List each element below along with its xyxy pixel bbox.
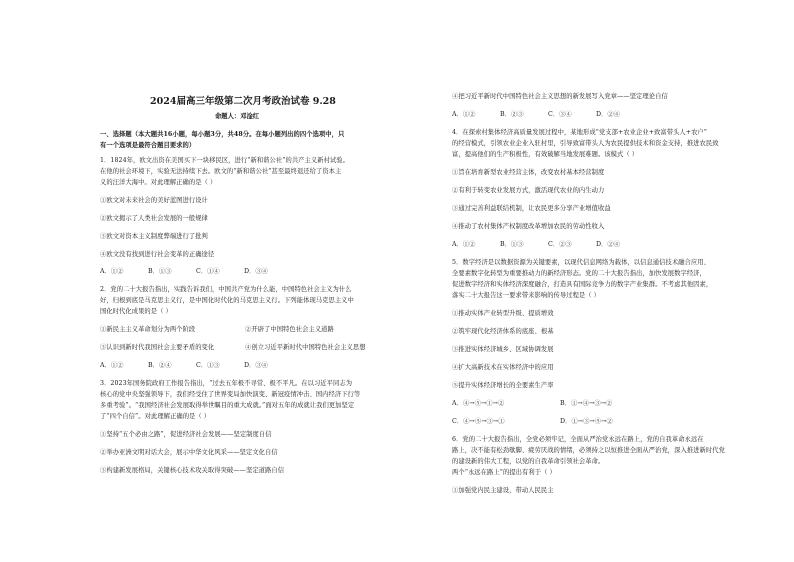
q6-stem-line: 两个“永远在路上”的提出有利于（ ） xyxy=(452,469,556,476)
q5-stem-line: 全要素数字化转型为重要推动力的新经济形态。党的二十大报告指出，加快发展数字经济， xyxy=(452,270,706,277)
q6-stem-line: 6．党的二十大报告指出，全党必须牢记，全面从严治党永远在路上，党的自我革命永远在 xyxy=(452,436,704,443)
q3-stem-line: 了“四个自信”。对此理解正确的是（ ） xyxy=(100,413,211,420)
q4-stem-line: 4．在探索村集体经济高质量发展过程中，某地形成“党支部+农业企业+致富带头人+农户” xyxy=(452,129,708,136)
q1-choice: ①欧文对未来社会的美好蓝图进行设计 xyxy=(100,197,208,204)
option-a[interactable]: A．①② xyxy=(100,268,124,275)
q1-stem-line: 义的汪洋大海中。对此理解正确的是（ ） xyxy=(100,179,217,186)
q2-options xyxy=(100,362,292,370)
q5-option[interactable]: A．④→⑤→①→② xyxy=(452,400,505,407)
q2-stem-line: 2．党的二十大报告指出，实践告诉我们，中国共产党为什么能，中国特色社会主义为什么 xyxy=(100,286,352,293)
q3-choice: ④把习近平新时代中国特色社会主义思想的新发展写入党章——坚定理论自信 xyxy=(452,93,668,100)
section-heading-cont: 有一个选项是最符合题目要求的） xyxy=(100,142,196,149)
q4-choice: ④推动了农村集体产权制度改革增加农民的劳动性收入 xyxy=(452,223,605,230)
q2-stem-line: 国化时代化成果的是（ ） xyxy=(100,308,172,315)
option-c[interactable]: C．②③ xyxy=(548,241,572,248)
option-b[interactable]: B．①③ xyxy=(148,268,172,275)
option-a[interactable]: A．①② xyxy=(100,362,124,369)
q3-choice: ①坚持“五个必由之路”，促进经济社会发展——坚定制度自信 xyxy=(100,431,272,438)
option-d[interactable]: D．②④ xyxy=(596,241,620,248)
option-a[interactable]: A．①② xyxy=(452,111,476,118)
option-d[interactable]: D．③④ xyxy=(244,268,268,275)
option-c[interactable]: C．①④ xyxy=(196,268,220,275)
option-c[interactable]: C．③④ xyxy=(548,111,572,118)
option-d[interactable]: D．③④ xyxy=(244,362,268,369)
q5-option[interactable]: D．①→③→⑤→② xyxy=(560,418,613,425)
q5-stem-line: 落实二十大报告这一要求带来影响的传导过程是（ ） xyxy=(452,292,601,299)
q4-choice: ①旨在培育新型农业经营主体，改变农村基本经营制度 xyxy=(452,169,605,176)
q3-stem-line: 3．2023年国务院政府工作报告指出，“过去五年极不寻常、极不平凡。在以习近平同志为 xyxy=(100,380,353,387)
q5-choice: ②筑牢现代化经济体系的底座、根基 xyxy=(452,328,554,335)
q4-options xyxy=(452,241,644,249)
q2-choice: ②开辟了中国特色社会主义道路 xyxy=(245,326,334,333)
q2-stem-line: 好，归根到底是马克思主义行，是中国化时代化的马克思主义行。下列能体现马克思主义中 xyxy=(100,297,354,304)
q1-choice: ④欧文没有找到进行社会变革的正确途径 xyxy=(100,251,215,258)
q5-choice: ④扩大高新技术在实体经济中的应用 xyxy=(452,364,554,371)
q3-options xyxy=(452,111,644,119)
q4-stem-line: 富，提高他们的生产积极性，有效破解当地发展难题。该模式（ ） xyxy=(452,151,639,158)
option-b[interactable]: B．①③ xyxy=(500,241,524,248)
q5-option[interactable]: B．①→④→③→② xyxy=(560,400,613,407)
q4-choice: ②有利于转变农业发展方式，激活现代农业的内生动力 xyxy=(452,187,605,194)
exam-title: 2024届高三年级第二次月考政治试卷 9.28 xyxy=(150,96,336,107)
option-b[interactable]: B．②③ xyxy=(500,111,524,118)
q2-choice: ④创立习近平新时代中国特色社会主义思想 xyxy=(245,344,366,351)
q1-options xyxy=(100,268,292,276)
option-d[interactable]: D．②④ xyxy=(596,111,620,118)
q1-stem-line: 在他的社会环境下，实验无法持续下去。欧文的“新和谐公社”甚至最终退还给了资本主 xyxy=(100,168,342,175)
q4-choice: ③通过完善利益联结机制，让农民更多分享产业增值收益 xyxy=(452,205,611,212)
q3-stem-line: 核心的党中央坚强领导下，我们经受住了世界变局加快演变、新冠疫情冲击、国内经济下行等 xyxy=(100,391,361,398)
q6-choice: ①加强党内民主建设，带动人民民主 xyxy=(452,487,554,494)
q1-choice: ②欧文揭示了人类社会发展的一般规律 xyxy=(100,215,208,222)
q5-option[interactable]: C．④→⑤→③→① xyxy=(452,418,505,425)
q1-stem-line: 1．1824年，欧文出资在美国买下一块移民区，进行“新和谐公社”的共产主义新村试验。 xyxy=(100,157,349,164)
q3-stem-line: 多重考验”。“我国经济社会发展取得举世瞩目的重大成就。”面对五年的成就让我们更加坚定 xyxy=(100,402,355,409)
exam-author: 命题人：邓淦红 xyxy=(215,113,260,120)
q5-stem-line: 促进数字经济和实体经济深度融合，打造具有国际竞争力的数字产业集群。不考虑其他因素， xyxy=(452,281,713,288)
q6-stem-line: 路上，决不能有松劲歇脚、疲劳厌战的情绪，必须持之以恒推进全面从严治党，深入推进新时代党 xyxy=(452,447,725,454)
q1-choice: ③欧文对资本主义制度弊端进行了批判 xyxy=(100,233,208,240)
q4-stem-line: 的经营模式，引领农业企业入驻村里，引导致富带头人为农民提供技术和资金支持，推进农民致 xyxy=(452,140,719,147)
q2-choice: ③认识到新时代我国社会主要矛盾的变化 xyxy=(100,344,215,351)
option-a[interactable]: A．①② xyxy=(452,241,476,248)
q5-choice: ①推动实体产业转型升级、提质增效 xyxy=(452,310,554,317)
q3-choice: ②举办亚洲文明对话大会，展示中华文化风采——坚定文化自信 xyxy=(100,449,278,456)
q6-stem-line: 的建设新的伟大工程，以党的自我革命引领社会革命。 xyxy=(452,458,605,465)
q5-stem-line: 5．数字经济是以数据资源为关键要素，以现代信息网络为载体，以信息通信技术融合应用、 xyxy=(452,259,710,266)
section-heading: 一、选择题（本大题共16小题，每小题3分，共48分。在每小题列出的四个选项中，只 xyxy=(100,131,345,138)
option-b[interactable]: B．②④ xyxy=(148,362,172,369)
q5-choice: ⑤提升实体经济增长的全要素生产率 xyxy=(452,382,554,389)
q5-choice: ③推进实体经济城乡、区域协调发展 xyxy=(452,346,554,353)
option-c[interactable]: C．①③ xyxy=(196,362,220,369)
q2-choice: ①新民主主义革命划分为两个阶段 xyxy=(100,326,196,333)
q3-choice: ③构建新发展格局，关键核心技术攻关取得突破——坚定道路自信 xyxy=(100,467,285,474)
